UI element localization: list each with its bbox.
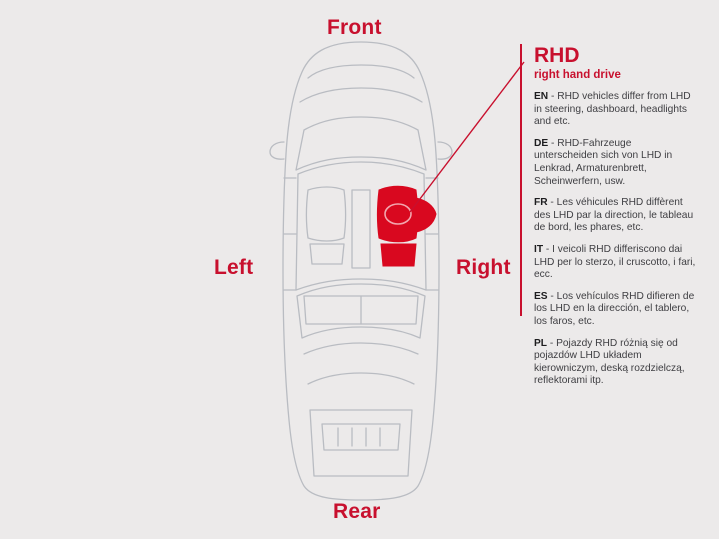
description-fr xyxy=(534,197,698,235)
text-fr: Les véhicules RHD diffèrent des LHD par la direction, le tableau de bord, les phares, etc. xyxy=(534,197,694,234)
sep-es: - xyxy=(547,290,557,302)
orientation-label-left: Left xyxy=(214,256,254,279)
sep-en: - xyxy=(548,91,558,102)
text-en: RHD vehicles differ from LHD in steering, dashboard, headlights and etc. xyxy=(534,91,691,128)
sep-pl: - xyxy=(547,337,557,349)
orientation-label-rear: Rear xyxy=(333,500,381,523)
description-it xyxy=(534,244,698,282)
lang-code-de: DE xyxy=(534,137,549,149)
rhd-callout xyxy=(520,44,698,387)
sep-it: - xyxy=(543,243,553,255)
lang-code-es: ES xyxy=(534,290,548,302)
callout-descriptions xyxy=(534,91,698,388)
text-de: RHD-Fahrzeuge unterscheiden sich von LHD in Lenkrad, Armaturenbrett, Scheinwerfern, usw. xyxy=(534,137,673,187)
text-es: Los vehículos RHD difieren de los LHD en la dirección, el tablero, los faros, etc. xyxy=(534,290,695,327)
lang-code-fr: FR xyxy=(534,197,548,209)
callout-title: RHD xyxy=(534,44,580,67)
description-pl xyxy=(534,338,698,388)
lang-code-en: EN xyxy=(534,91,549,102)
car-top-view-diagram xyxy=(248,38,474,503)
orientation-label-front: Front xyxy=(327,16,382,39)
text-it: I veicoli RHD differiscono dai LHD per lo sterzo, il cruscotto, i fari, ecc. xyxy=(534,243,696,281)
callout-subtitle: right hand drive xyxy=(534,69,621,81)
description-de xyxy=(534,138,698,188)
description-en xyxy=(534,91,698,129)
sep-de: - xyxy=(548,137,558,149)
driver-seat-highlight xyxy=(378,186,437,266)
lang-code-it: IT xyxy=(534,243,544,255)
sep-fr: - xyxy=(547,197,557,209)
description-es xyxy=(534,291,698,329)
orientation-label-right: Right xyxy=(456,256,511,279)
text-pl: Pojazdy RHD różnią się od pojazdów LHD układem kierowniczym, deską rozdzielczą, reflektorami itp. xyxy=(534,337,685,387)
lang-code-pl: PL xyxy=(534,337,548,349)
